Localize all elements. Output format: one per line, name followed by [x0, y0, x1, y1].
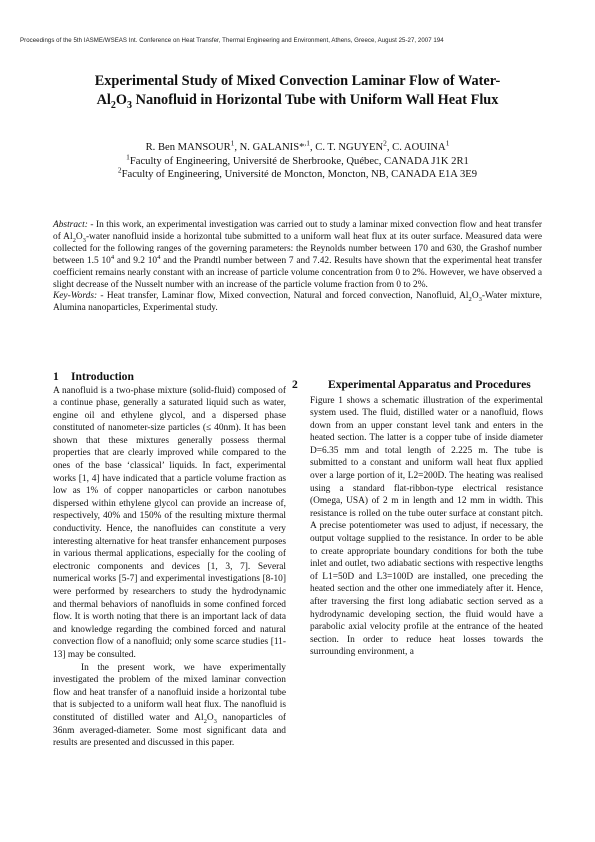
affiliation-1: $^1$Faculty of Engineering, Université de Sherbrooke, Québec, CANADA J1K 2R1: [126, 152, 469, 167]
title-line-1: Experimental Study of Mixed Convection Laminar Flow of Water-: [94, 73, 501, 89]
section-1-paragraph-1: A nanofluid is a two-phase mixture (solid-fluid) composed of a continue phase, generally a saturated liquid such as water, engine oil and ethylene glycol, and a dispersed phase constituted of nanometer-size particles (≤ 40nm). It has been shown that these mixtures generally possess thermal properties that are clearly improved while compared to the ones of the base ‘classical’ liquids. In fact, experimental works [1, 4] have indicated that a particle volume fraction as low as 1% of copper nanoparticles or carbon nanotubes dispersed within ethylene glycol can provide an increase of, respectively, 40% and 150% of the resulting mixture thermal conductivity. Hence, the nanofluides can constitute a very interesting alternative for heat transfer enhancement purposes in various thermal applications, especially for the cooling of electronic components and devices [1, 3, 7]. Several numerical works [5-7] and experimental investigations [8-10] were performed by researchers to study the hydrodynamic and thermal behaviors of nanofluids in some confined forced flow. It is worth noting that there is an important lack of data and knowledge regarding the combined forced and natural convection flow of a nanofluid; only some scarce studies [11-13] may be consulted.: [53, 385, 286, 660]
section-2-heading: 2 Experimental Apparatus and Procedures: [292, 378, 531, 391]
abstract-label: Abstract: -: [53, 220, 94, 230]
keywords: Key-Words: - Heat transfer, Laminar flow, Mixed convection, Natural and forced convection, Nanofluid, $Al_2O_3$-Water mixture, Alumina nanoparticles, Experimental study.: [53, 291, 542, 314]
abstract: Abstract: - In this work, an experimental investigation was carried out to study a laminar mixed convection flow and heat transfer of $Al_2O_3$-water nanofluid inside a horizontal tube submitted to a uniform wall heat flux at its outer surface. Measured data were collected for the following ranges of the governing parameters: the Reynolds number between 170 and 630, the Grashof number between 1.5 $10^4$ and 9.2 $10^4$ and the Prandtl number between 7 and 7.42. Results have shown that the experimental heat transfer coefficient remains nearly constant with an increase of particle volume concentration from 0 to 2%. However, we have observed a slight decrease of the Nusselt number with an increase of the particle volume fraction from 0 to 2%.: [53, 220, 543, 291]
keywords-label: Key-Words: -: [53, 291, 104, 301]
left-column: [53, 370, 286, 750]
paper-title: [40, 72, 555, 110]
running-header: Proceedings of the 5th IASME/WSEAS Int. Conference on Heat Transfer, Thermal Engineering and Environment, Athens, Greece, August 25-27, 2007 194: [20, 37, 444, 44]
section-2-paragraph-1: Figure 1 shows a schematic illustration of the experimental system used. The fluid, distilled water or a nanofluid, flows down from an upper constant level tank and enters in the heated section. The latter is a copper tube of inside diameter D=6.35 mm and total length of 2.225 m. The tube is submitted to a constant and uniform wall heat flux applied over a large portion of it, L2=200D. The heating was realised using a standard flat-ribbon-type electrical resistance (Omega, USA) of 2 m in length and 12 mm in width. This resistance is rolled on the tube outer surface at constant pitch. A precise potentiometer was used to adjust, if necessary, the output voltage supplied to the resistance. In order to be able to create appropriate boundary conditions for both the tube inlet and outlet, two adiabatic sections with respective lengths of L1=50D and L3=100D are installed, one preceding the heated section and the other one immediately after it. Hence, after traversing the first long adiabatic section served as a hydrodynamic developing section, the fluid would have a parabolic axial velocity profile at the entrance of the heated section. In order to reduce heat losses towards the surrounding environment, a: [310, 395, 543, 658]
affiliation-2: $^2$Faculty of Engineering, Université de Moncton, Moncton, NB, CANADA E1A 3E9: [117, 165, 478, 180]
section-1-heading: 1 Introduction: [53, 370, 134, 383]
right-column-flow: [292, 370, 543, 659]
title-line-2: $Al_2O_3$ Nanofluid in Horizontal Tube with Uniform Wall Heat Flux: [96, 92, 499, 111]
author-list: R. Ben MANSOUR$^1$, N. GALANIS*$^{,1}$, C. T. NGUYEN$^2$, C. AOUINA$^1$: [145, 138, 450, 153]
section-1-paragraph-2: In the present work, we have experimentally investigated the problem of the mixed laminar convection flow and heat transfer of a nanofluid inside a horizontal tube that is subjected to a uniform wall heat flux. The nanofluid is constituted of distilled water and $Al_2O_3$ nanoparticles of 36nm averaged-diameter. Some most significant data and results are presented and discussed in this paper.: [53, 662, 286, 749]
